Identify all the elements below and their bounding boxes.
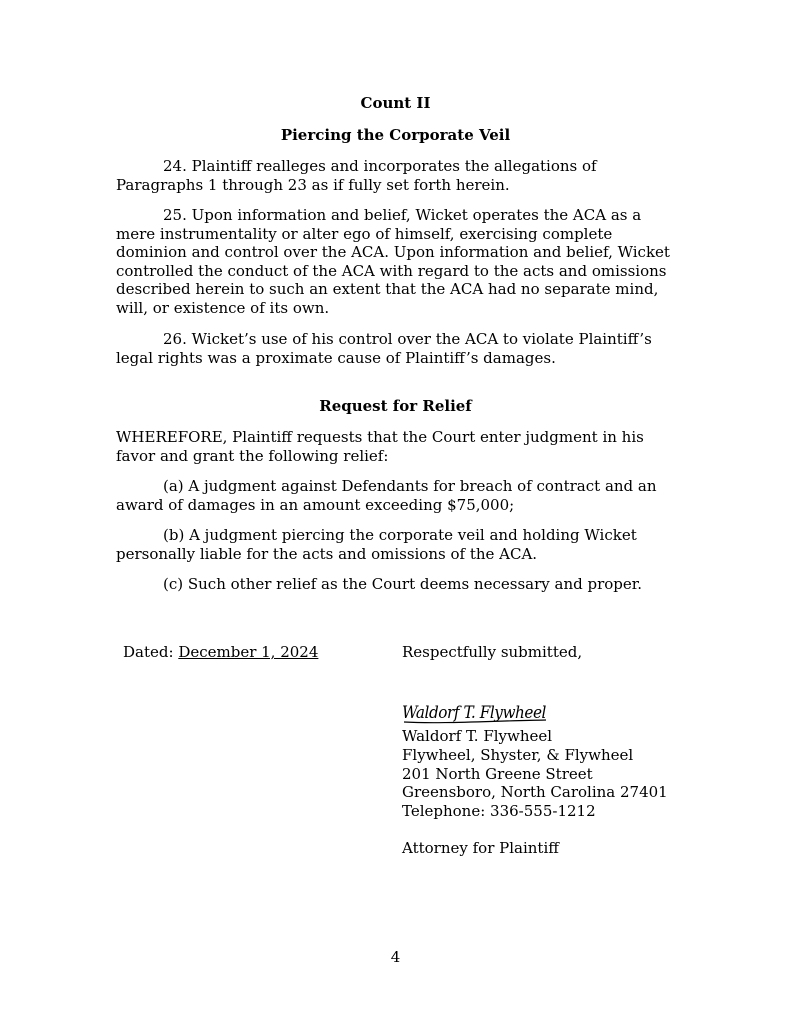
- dated-label: Dated:: [123, 643, 174, 661]
- dated-line: [123, 643, 318, 661]
- relief-intro: WHEREFORE, Plaintiff requests that the Court enter judgment in his favor and grant the following relief:: [116, 428, 644, 465]
- city-address: Greensboro, North Carolina 27401: [402, 783, 668, 801]
- street-address: 201 North Greene Street: [402, 765, 593, 783]
- paragraph-26-text: 26. Wicket’s use of his control over the ACA to violate Plaintiff’s legal rights was a proximate cause of Plaintiff’s damages.: [116, 330, 652, 367]
- relief-item-b-text: (b) A judgment piercing the corporate veil and holding Wicket personally liable for the acts and omissions of the ACA.: [116, 526, 637, 563]
- handwritten-signature: [400, 700, 550, 726]
- count-subtitle: Piercing the Corporate Veil: [280, 126, 511, 144]
- relief-item-a: [116, 477, 681, 514]
- paragraph-26: [116, 330, 681, 367]
- respectfully-submitted: Respectfully submitted,: [402, 643, 583, 661]
- firm-name: Flywheel, Shyster, & Flywheel: [402, 746, 634, 764]
- telephone: Telephone: 336-555-1212: [402, 802, 596, 820]
- relief-item-c-text: (c) Such other relief as the Court deems necessary and proper.: [163, 575, 643, 593]
- signature-script: Waldorf T. Flywheel: [402, 703, 547, 723]
- relief-item-b: [116, 526, 681, 563]
- page-number: 4: [390, 948, 401, 966]
- paragraph-25: [116, 206, 681, 317]
- paragraph-24-text: 24. Plaintiff realleges and incorporates the allegations of Paragraphs 1 through 23 as if fully set forth herein.: [116, 157, 597, 194]
- attorney-role: Attorney for Plaintiff: [402, 839, 559, 857]
- attorney-name: Waldorf T. Flywheel: [402, 727, 553, 745]
- paragraph-24: [116, 157, 681, 194]
- paragraph-25-text: 25. Upon information and belief, Wicket operates the ACA as a mere instrumentality or alter ego of himself, exercising complete dominion and control over the ACA. Upon information and belief, Wicket controlled the conduct of the ACA with regard to the acts and omissions described herein to such an extent that the ACA had no separate mind, will, or existence of its own.: [116, 206, 670, 317]
- count-title: Count II: [360, 94, 431, 112]
- relief-item-a-text: (a) A judgment against Defendants for breach of contract and an award of damages in an amount exceeding $75,000;: [116, 477, 657, 514]
- dated-value: December 1, 2024: [178, 643, 319, 661]
- relief-item-c: [116, 575, 681, 594]
- relief-title: Request for Relief: [319, 397, 472, 415]
